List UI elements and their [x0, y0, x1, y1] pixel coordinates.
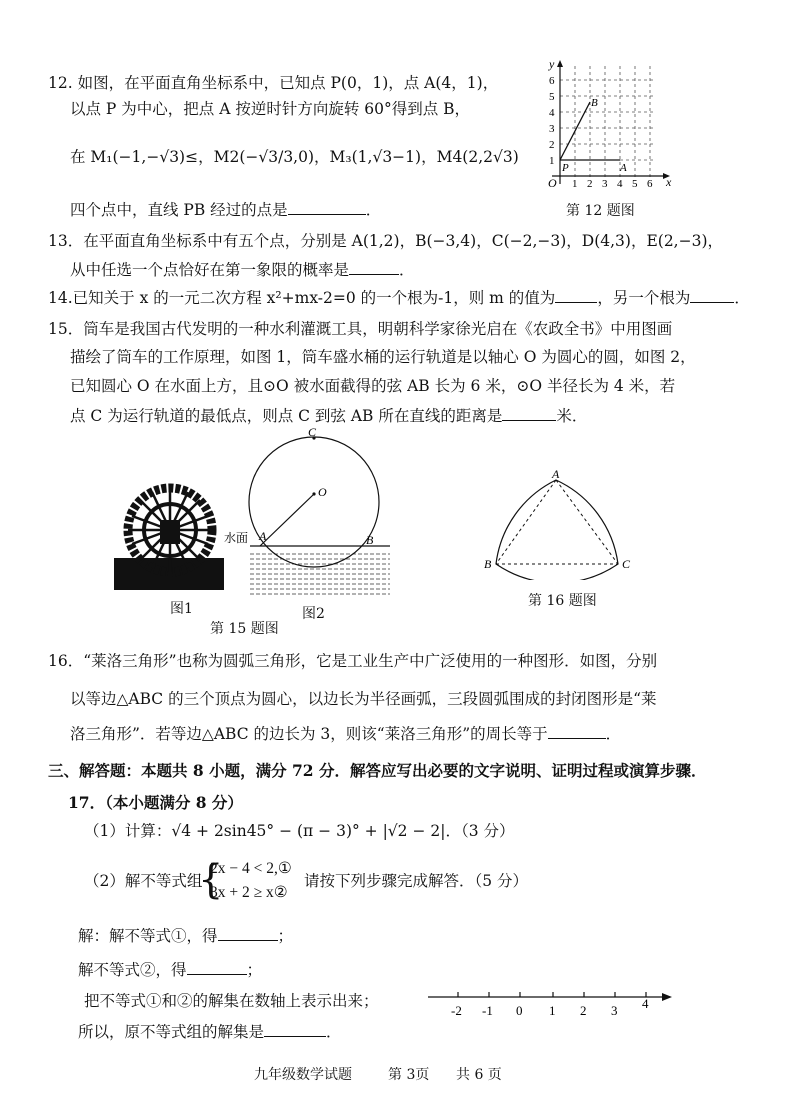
q15-line1: 15．筒车是我国古代发明的一种水利灌溉工具，明朝科学家徐光启在《农政全书》中用图画 — [48, 320, 673, 338]
q17-title: 17．（本小题满分 8 分） — [68, 793, 243, 812]
label-o: O — [318, 485, 327, 499]
q13-line2-end: ． — [399, 261, 415, 279]
label-a: A — [552, 468, 560, 481]
q17-sol1-end: ； — [277, 927, 294, 945]
point-a-label: A — [620, 162, 627, 174]
q16-line2: 以等边△ABC 的三个顶点为圆心，以边长为半径画弧，三段圆弧围成的封闭图形是“莱 — [70, 690, 657, 708]
footer-page: 第 3页 — [388, 1067, 430, 1083]
point-p-label: P — [562, 162, 569, 174]
q17-part2-pre: （2）解不等式组 — [84, 872, 203, 890]
q13-answer-blank[interactable] — [349, 258, 399, 275]
q15-line2: 描绘了筒车的工作原理，如图 1，筒车盛水桶的运行轨道是以轴心 O 为圆心的圆，如图 2， — [70, 348, 696, 366]
q14-blank-m[interactable] — [555, 286, 597, 303]
q17-sol4 — [78, 1020, 342, 1043]
label-c: C — [308, 428, 317, 439]
axis-arrow — [662, 993, 672, 1001]
triangle-dashed — [496, 480, 618, 564]
footer-subject: 九年级数学试题 — [254, 1067, 352, 1083]
q12-graph — [528, 58, 678, 194]
q17-sol1 — [78, 924, 293, 947]
q12-line4-text: 四个点中，直线 PB 经过的点是 — [70, 201, 288, 219]
section3-heading: 三、解答题：本题共 8 小题，满分 72 分．解答应写出必要的文字说明、证明过程或演算步骤． — [48, 761, 707, 780]
y-axis-label: y — [549, 58, 555, 71]
q14-text: 14.已知关于 x 的一元二次方程 x²+mx-2=0 的一个根为-1，则 m 的值为 — [48, 289, 556, 307]
label-c: C — [622, 557, 631, 571]
q17-ineq2: 3x + 2 ≥ x② — [210, 884, 288, 901]
radius-oa — [260, 494, 314, 546]
x-tick-6: 6 — [647, 178, 653, 190]
track-circle — [249, 437, 379, 567]
q17-sol1-text: 解：解不等式①，得 — [78, 927, 218, 945]
y-tick-3: 3 — [549, 123, 555, 135]
q16-answer-blank[interactable] — [548, 722, 606, 739]
q16-line1: 16．“莱洛三角形”也称为圆弧三角形，它是工业生产中广泛使用的一种图形．如图，分别 — [48, 652, 658, 670]
tick-label-0: 0 — [516, 1003, 523, 1018]
q16-line3-end: ． — [605, 725, 622, 743]
q17-sol4-text: 所以，原不等式组的解集是 — [78, 1023, 265, 1041]
tick-marks — [458, 992, 646, 997]
q15-fig2-circle — [222, 428, 392, 604]
y-axis-arrow — [557, 60, 563, 67]
q15-line3: 已知圆心 O 在水面上方，且⊙O 被水面截得的弦 AB 长为 6 米，⊙O 半径长为 4 米，若 — [70, 377, 676, 395]
q17-blank4[interactable] — [264, 1020, 326, 1037]
label-water: 水面 — [224, 531, 249, 545]
q12-line4-end: ． — [365, 201, 382, 219]
water-hatching — [250, 554, 390, 594]
q17-sol2-text: 解不等式②，得 — [78, 961, 187, 979]
q14-mid: ，另一个根为 — [597, 289, 691, 307]
q13-line2-text: 从中任选一个点恰好在第一象限的概率是 — [70, 261, 350, 279]
x-tick-2: 2 — [587, 178, 593, 190]
q16-reuleaux-figure — [478, 468, 638, 580]
x-tick-4: 4 — [617, 178, 623, 190]
y-tick-2: 2 — [549, 139, 555, 151]
wheel-hub — [160, 520, 180, 544]
q17-part2-post: 请按下列步骤完成解答．（5 分） — [304, 872, 529, 890]
origin-label: O — [548, 176, 557, 190]
grid-lines — [560, 66, 656, 178]
q17-ineq1: 2x − 4 < 2,① — [210, 860, 292, 877]
x-tick-3: 3 — [602, 178, 608, 190]
q17-sol4-end: ． — [326, 1023, 342, 1041]
footer-total: 共 6 页 — [456, 1067, 502, 1083]
reuleaux-outline — [496, 480, 618, 580]
label-b: B — [484, 557, 492, 571]
y-tick-4: 4 — [549, 107, 555, 119]
q14-end: ． — [734, 289, 750, 307]
q15-fig1-caption: 图1 — [170, 601, 193, 617]
x-axis-label: x — [666, 175, 672, 189]
q12-answer-blank[interactable] — [288, 198, 366, 215]
q15-fig2-caption: 图2 — [302, 606, 325, 622]
tick-label-4: 4 — [642, 996, 649, 1011]
q15-answer-blank[interactable] — [502, 404, 556, 421]
label-a: A — [259, 529, 267, 543]
y-tick-5: 5 — [549, 91, 555, 103]
q14-blank-root[interactable] — [690, 286, 734, 303]
q17-brace: { — [198, 857, 224, 903]
x-tick-5: 5 — [632, 178, 638, 190]
q17-part1: （1）计算：√4 + 2sin45° − (π − 3)° + |√2 − 2|．（3 分） — [84, 822, 515, 840]
tick-label-neg2: -2 — [451, 1003, 462, 1018]
label-b: B — [366, 533, 374, 547]
q15-line4-end: 米． — [556, 407, 588, 425]
q17-sol2 — [78, 958, 262, 981]
q17-sol2-end: ； — [246, 961, 263, 979]
q12-line1: 12. 如图，在平面直角坐标系中，已知点 P(0，1)，点 A(4，1)， — [48, 74, 499, 92]
q12-line2: 以点 P 为中心，把点 A 按逆时针方向旋转 60°得到点 B， — [70, 100, 471, 118]
q13-line2 — [70, 258, 415, 281]
q12-caption: 第 12 题图 — [566, 203, 635, 219]
q16-line3-text: 洛三角形”．若等边△ABC 的边长为 3，则该“莱洛三角形”的周长等于 — [70, 725, 548, 743]
tick-label-neg1: -1 — [482, 1003, 493, 1018]
y-tick-1: 1 — [549, 155, 555, 167]
q15-line4 — [70, 404, 587, 427]
q17-blank1[interactable] — [218, 924, 278, 941]
tick-label-1: 1 — [549, 1003, 556, 1018]
q16-line3 — [70, 722, 621, 745]
q17-number-line — [426, 988, 676, 1022]
q15-line4-text: 点 C 为运行轨道的最低点，则点 C 到弦 AB 所在直线的距离是 — [70, 407, 503, 425]
q15-caption: 第 15 题图 — [210, 621, 279, 637]
q16-caption: 第 16 题图 — [528, 593, 597, 609]
q15-fig1-waterwheel — [112, 478, 227, 593]
q12-line4 — [70, 198, 381, 221]
y-tick-6: 6 — [549, 75, 555, 87]
q12-line3: 在 M₁(−1,−√3)≤，M2(−√3/3,0)，M₃(1,√3−1)，M4(2,2√3) — [70, 148, 519, 166]
point-b-label: B — [591, 97, 598, 109]
point-o-dot — [312, 492, 315, 495]
q13-line1: 13．在平面直角坐标系中有五个点，分别是 A(1,2)，B(−3,4)，C(−2,−3)，D(4,3)，E(2,−3)， — [48, 232, 724, 250]
q14-line — [48, 286, 750, 309]
x-tick-1: 1 — [572, 178, 578, 190]
tick-label-2: 2 — [580, 1003, 587, 1018]
tick-label-3: 3 — [611, 1003, 618, 1018]
q17-sol3: 把不等式①和②的解集在数轴上表示出来； — [84, 992, 379, 1010]
q17-blank2[interactable] — [187, 958, 247, 975]
